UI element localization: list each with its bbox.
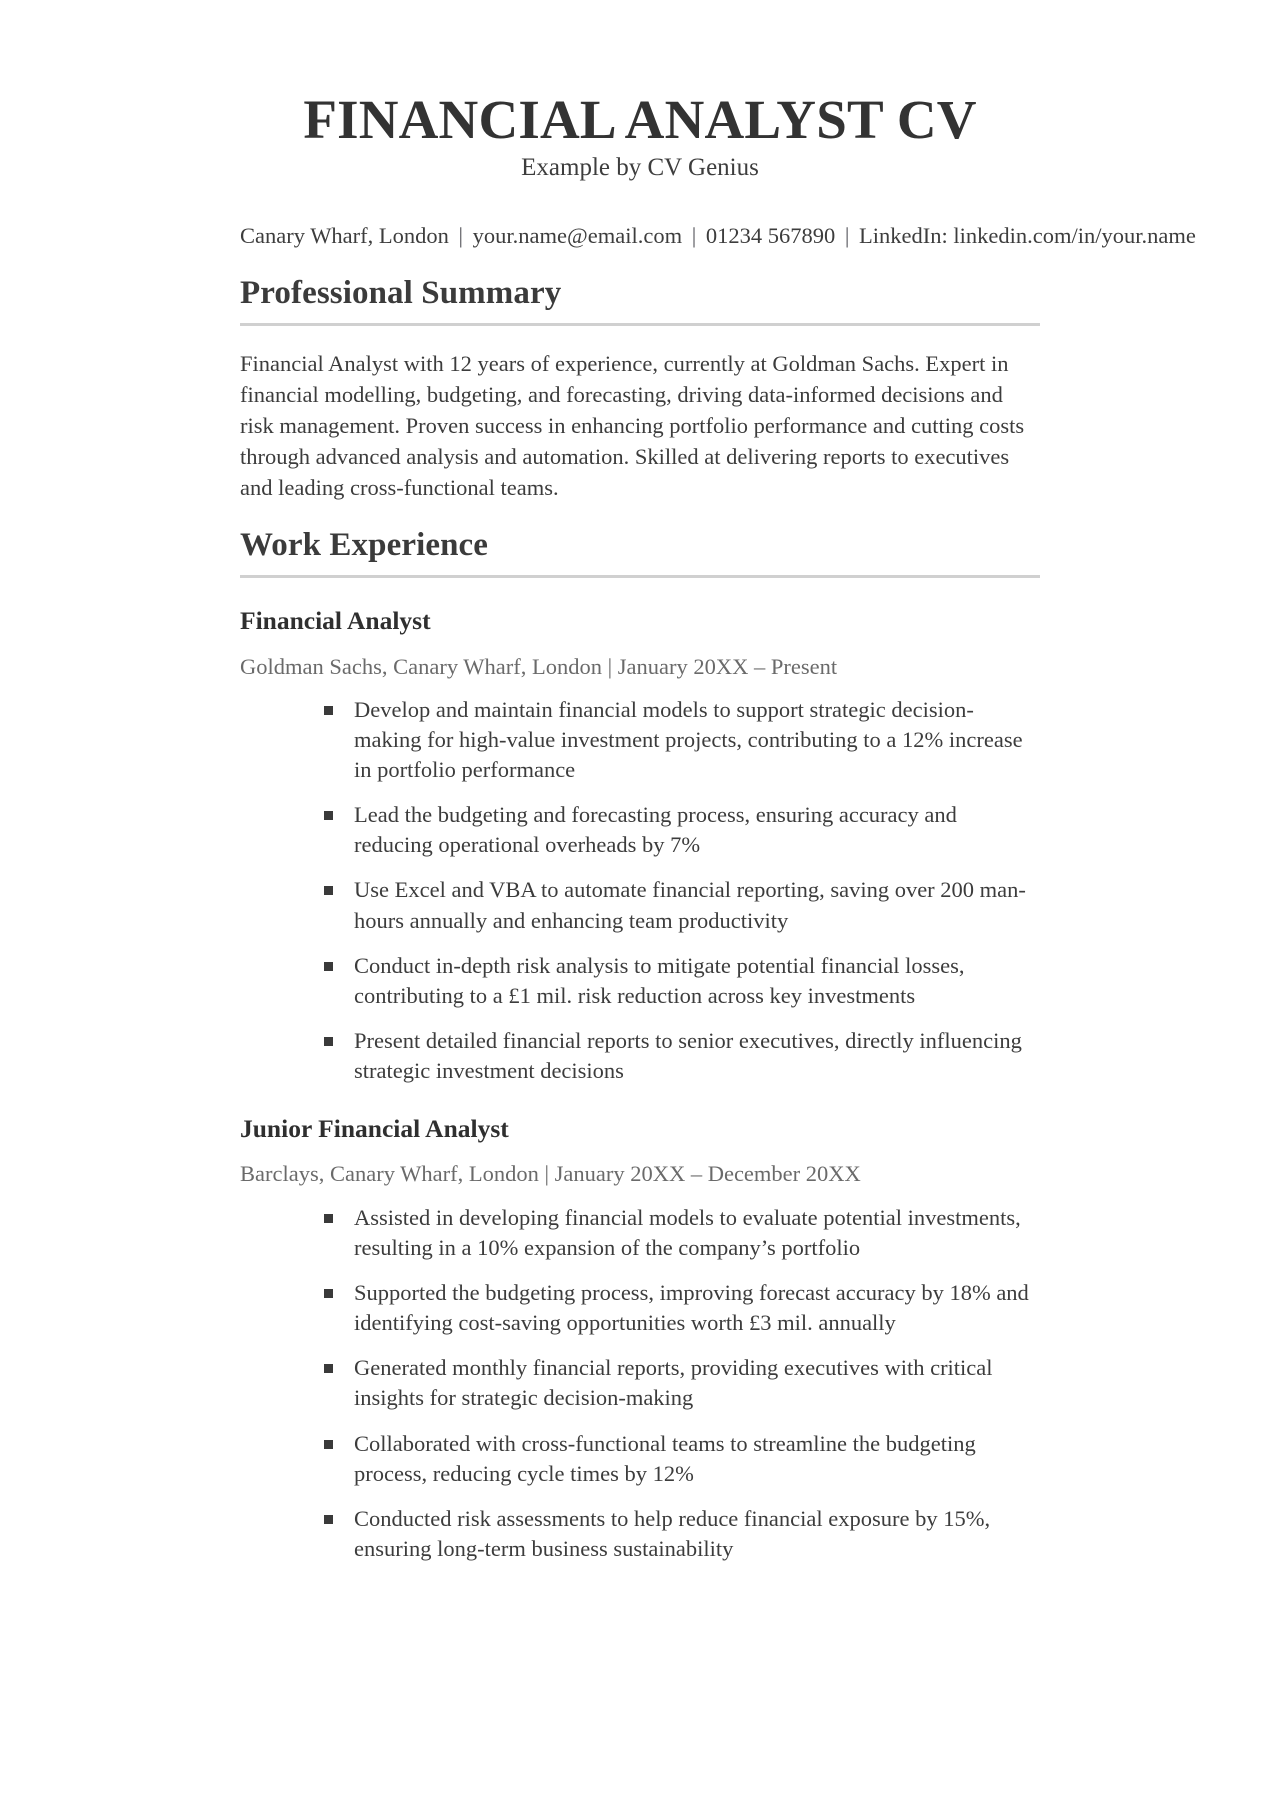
contact-line (240, 221, 1196, 250)
job-bullet-list (240, 695, 1040, 1087)
job-bullet-text: Generated monthly financial reports, providing executives with critical insights for strategic decision-making (354, 1355, 993, 1411)
contact-phone: 01234 567890 (705, 223, 836, 249)
section-divider (240, 323, 1040, 326)
square-bullet-icon (324, 1037, 333, 1046)
job-title: Financial Analyst (240, 606, 431, 636)
contact-email: your.name@email.com (472, 223, 683, 249)
job-bullet-item (324, 1429, 1040, 1489)
contact-linkedin: LinkedIn: linkedin.com/in/your.name (859, 223, 1196, 249)
square-bullet-icon (324, 811, 333, 820)
section-work-experience (240, 525, 1040, 1564)
job-bullet-text: Develop and maintain financial models to support strategic decision-making for high-value investment projects, contributing to a 12% increase in portfolio performance (354, 696, 1023, 783)
square-bullet-icon (324, 1364, 333, 1373)
job-bullet-item (324, 1278, 1040, 1338)
job-bullet-item (324, 1504, 1040, 1564)
job-bullet-item (324, 695, 1040, 785)
square-bullet-icon (324, 1515, 333, 1524)
contact-location: Canary Wharf, London (240, 223, 449, 249)
cv-title: FINANCIAL ANALYST CV (303, 89, 977, 150)
job-bullet-text: Conducted risk assessments to help reduce financial exposure by 15%, ensuring long-term business sustainability (354, 1505, 991, 1561)
job-bullet-item (324, 1203, 1040, 1263)
square-bullet-icon (324, 1214, 333, 1223)
cv-subtitle: Example by CV Genius (521, 154, 759, 182)
job-title: Junior Financial Analyst (240, 1114, 509, 1144)
job-bullet-item (324, 875, 1040, 935)
job-bullet-item (324, 1026, 1040, 1086)
professional-summary-text: Financial Analyst with 12 years of experience, currently at Goldman Sachs. Expert in financial modelling, budgeting, and forecasting, driving data-informed decisions and risk management. Proven success in enhancing portfolio performance and cutting costs through advanced analysis and automation. Skilled at delivering reports to executives and leading cross-functional teams. (240, 350, 1025, 501)
square-bullet-icon (324, 962, 333, 971)
job-bullet-text: Conduct in-depth risk analysis to mitigate potential financial losses, contributing to a £1 mil. risk reduction across key investments (354, 952, 965, 1008)
section-divider (240, 575, 1040, 578)
section-heading-work-experience: Work Experience (240, 527, 489, 564)
job-bullet-text: Assisted in developing financial models to evaluate potential investments, resulting in a 10% expansion of the company’s portfolio (354, 1204, 1021, 1260)
job-entry (240, 604, 1040, 1086)
job-bullet-item (324, 1353, 1040, 1413)
job-bullet-item (324, 800, 1040, 860)
contact-separator-3: | (844, 223, 850, 249)
job-entry (240, 1112, 1040, 1564)
square-bullet-icon (324, 706, 333, 715)
job-bullet-text: Collaborated with cross-functional teams to streamline the budgeting process, reducing cycle times by 12% (354, 1430, 976, 1486)
section-heading-professional-summary: Professional Summary (240, 274, 562, 311)
contact-separator-1: | (458, 223, 464, 249)
contact-separator-2: | (691, 223, 697, 249)
square-bullet-icon (324, 886, 333, 895)
square-bullet-icon (324, 1289, 333, 1298)
job-bullet-text: Supported the budgeting process, improving forecast accuracy by 18% and identifying cost-saving opportunities worth £3 mil. annually (354, 1279, 1029, 1336)
square-bullet-icon (324, 1440, 333, 1449)
job-bullet-text: Use Excel and VBA to automate financial reporting, saving over 200 man-hours annually and enhancing team productivity (354, 877, 1026, 933)
job-bullet-text: Lead the budgeting and forecasting process, ensuring accuracy and reducing operational overheads by 7% (354, 802, 957, 858)
job-meta: Barclays, Canary Wharf, London | January 20XX – December 20XX (240, 1161, 861, 1187)
job-bullet-list (240, 1203, 1040, 1564)
job-meta: Goldman Sachs, Canary Wharf, London | January 20XX – Present (240, 653, 838, 679)
job-bullet-item (324, 951, 1040, 1011)
section-professional-summary (240, 273, 1040, 503)
job-bullet-text: Present detailed financial reports to senior executives, directly influencing strategic investment decisions (354, 1028, 1022, 1084)
